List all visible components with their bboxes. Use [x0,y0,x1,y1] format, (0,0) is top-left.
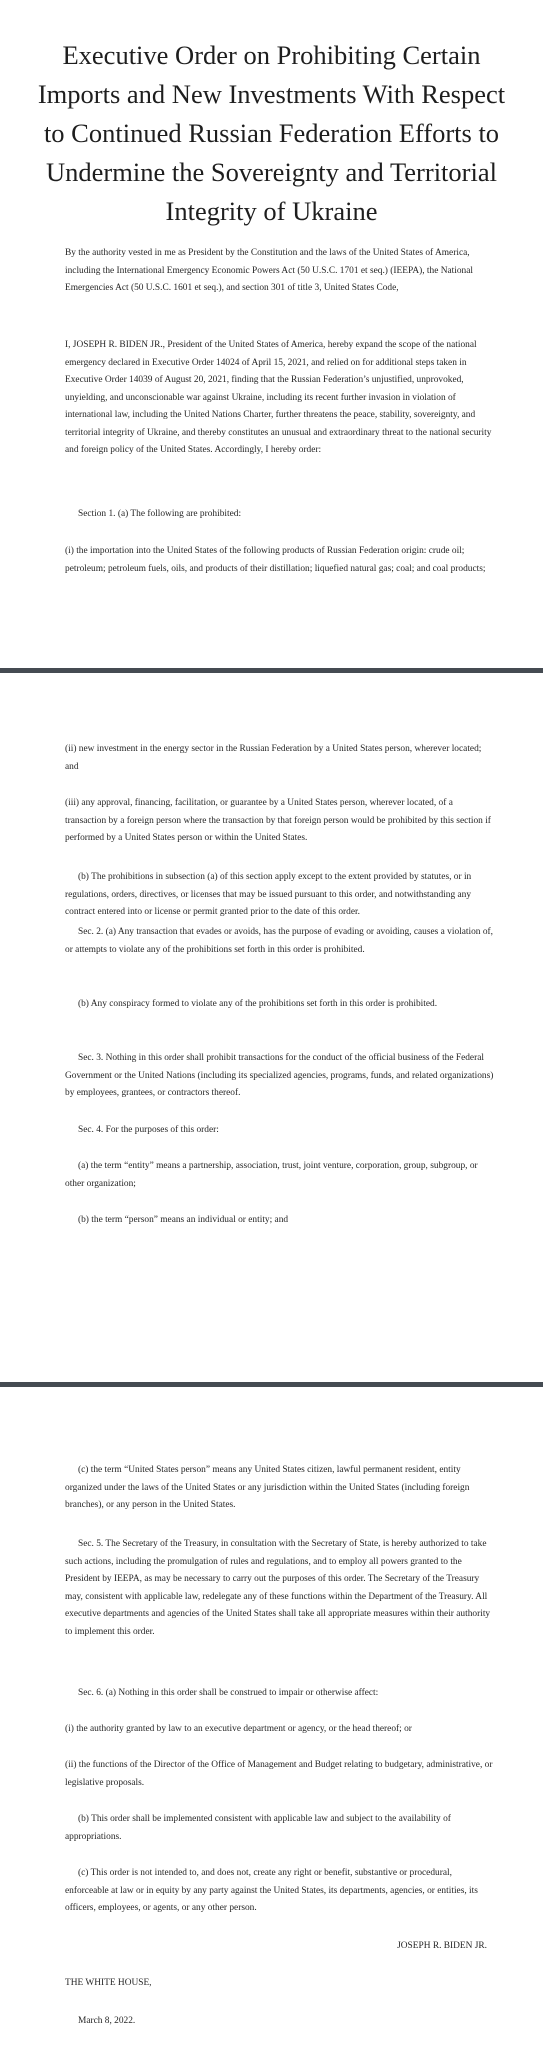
section-6a-i-paragraph: (i) the authority granted by law to an executive department or agency, or the head thereof; or [65,1724,412,1734]
date-line: March 8, 2022. [78,2016,136,2026]
section-6a-ii-paragraph: (ii) the functions of the Director of the Office of Management and Budget relating to budgetary, administrative, or legislative proposals. [65,1760,493,1788]
section-1a-i-paragraph: (i) the importation into the United States of the following products of Russian Federation origin: crude oil; petroleum; petroleum fuels, oils, and products of their distillation; liquefied natural gas; coal; and coal products; [65,546,486,574]
document-page-1 [0,0,543,668]
finding-paragraph: I, JOSEPH R. BIDEN JR., President of the United States of America, hereby expand the scope of the national emergency declared in Executive Order 14024 of April 15, 2021, and relied on for additional steps taken in Executive Order 14039 of August 20, 2021, finding that the Russian Federation’s unjustified, unprovoked, unyielding, and unconscionable war against Ukraine, including its recent further invasion in violation of international law, including the United Nations Charter, further threatens the peace, stability, sovereignty, and territorial integrity of Ukraine, and thereby constitutes an unusual and extraordinary threat to the national security and foreign policy of the United States. Accordingly, I hereby order: [65,340,492,455]
section-1a-iii-paragraph: (iii) any approval, financing, facilitation, or guarantee by a United States person, wherever located, of a transaction by a foreign person where the transaction by that foreign person would be prohibited by this section if performed by a United States person or within the United States. [65,798,491,843]
section-6a-paragraph: Sec. 6. (a) Nothing in this order shall be construed to impair or otherwise affect: [78,1688,379,1698]
preamble-paragraph: By the authority vested in me as President by the Constitution and the laws of the United States of America, including the International Emergency Economic Powers Act (50 U.S.C. 1701 et seq.) (IEEPA), the National Emergencies Act (50 U.S.C. 1601 et seq.), and section 301 of title 3, United States Code, [65,248,473,293]
section-6c-paragraph: (c) This order is not intended to, and does not, create any right or benefit, substantive or procedural, enforceable at law or in equity by any party against the United States, its departments, agencies, or entities, its officers, employees, or agents, or any other person. [65,1868,478,1913]
signature-line: JOSEPH R. BIDEN JR. [397,1941,487,1951]
place-line: THE WHITE HOUSE, [65,1978,152,1988]
section-4b-paragraph: (b) the term “person” means an individual or entity; and [78,1215,289,1225]
section-2b-paragraph: (b) Any conspiracy formed to violate any of the prohibitions set forth in this order is prohibited. [78,999,438,1009]
document-title: Executive Order on Prohibiting Certain Imports and New Investments With Respect to Continued Russian Federation Efforts to Undermine the Sovereignty and Territorial Integrity of Ukraine [37,40,506,226]
section-1a-ii-paragraph: (ii) new investment in the energy sector in the Russian Federation by a United States person, wherever located; and [65,744,482,772]
section-4a-paragraph: (a) the term “entity” means a partnership, association, trust, joint venture, corporation, group, subgroup, or other organization; [65,1161,478,1189]
document-page-2 [0,673,543,1382]
document-page-3 [0,1387,543,2048]
section-1b-paragraph: (b) The prohibitions in subsection (a) of this section apply except to the extent provided by statutes, or in regulations, orders, directives, or licenses that may be issued pursuant to this order, and notwithstanding any contract entered into or license or permit granted prior to the date of this order. [65,872,472,917]
section-6b-paragraph: (b) This order shall be implemented consistent with applicable law and subject to the availability of appropriations. [65,1814,451,1842]
section-4c-paragraph: (c) the term “United States person” means any United States citizen, lawful permanent resident, entity organized under the laws of the United States or any jurisdiction within the United States (including foreign branches), or any person in the United States. [65,1465,470,1510]
section-2a-paragraph: Sec. 2. (a) Any transaction that evades or avoids, has the purpose of evading or avoiding, causes a violation of, or attempts to violate any of the prohibitions set forth in this order is prohibited. [65,927,493,955]
section-1a-paragraph: Section 1. (a) The following are prohibited: [78,509,242,519]
section-4-paragraph: Sec. 4. For the purposes of this order: [78,1125,219,1135]
section-3-paragraph: Sec. 3. Nothing in this order shall prohibit transactions for the conduct of the official business of the Federal Government or the United Nations (including its specialized agencies, programs, funds, and related organizations) by employees, grantees, or contractors thereof. [65,1053,494,1098]
section-5-paragraph: Sec. 5. The Secretary of the Treasury, in consultation with the Secretary of State, is hereby authorized to take such actions, including the promulgation of rules and regulations, and to employ all powers granted to the President by IEEPA, as may be necessary to carry out the purposes of this order. The Secretary of the Treasury may, consistent with applicable law, redelegate any of these functions within the Department of the Treasury. All executive departments and agencies of the United States shall take all appropriate measures within their authority to implement this order. [65,1539,491,1637]
